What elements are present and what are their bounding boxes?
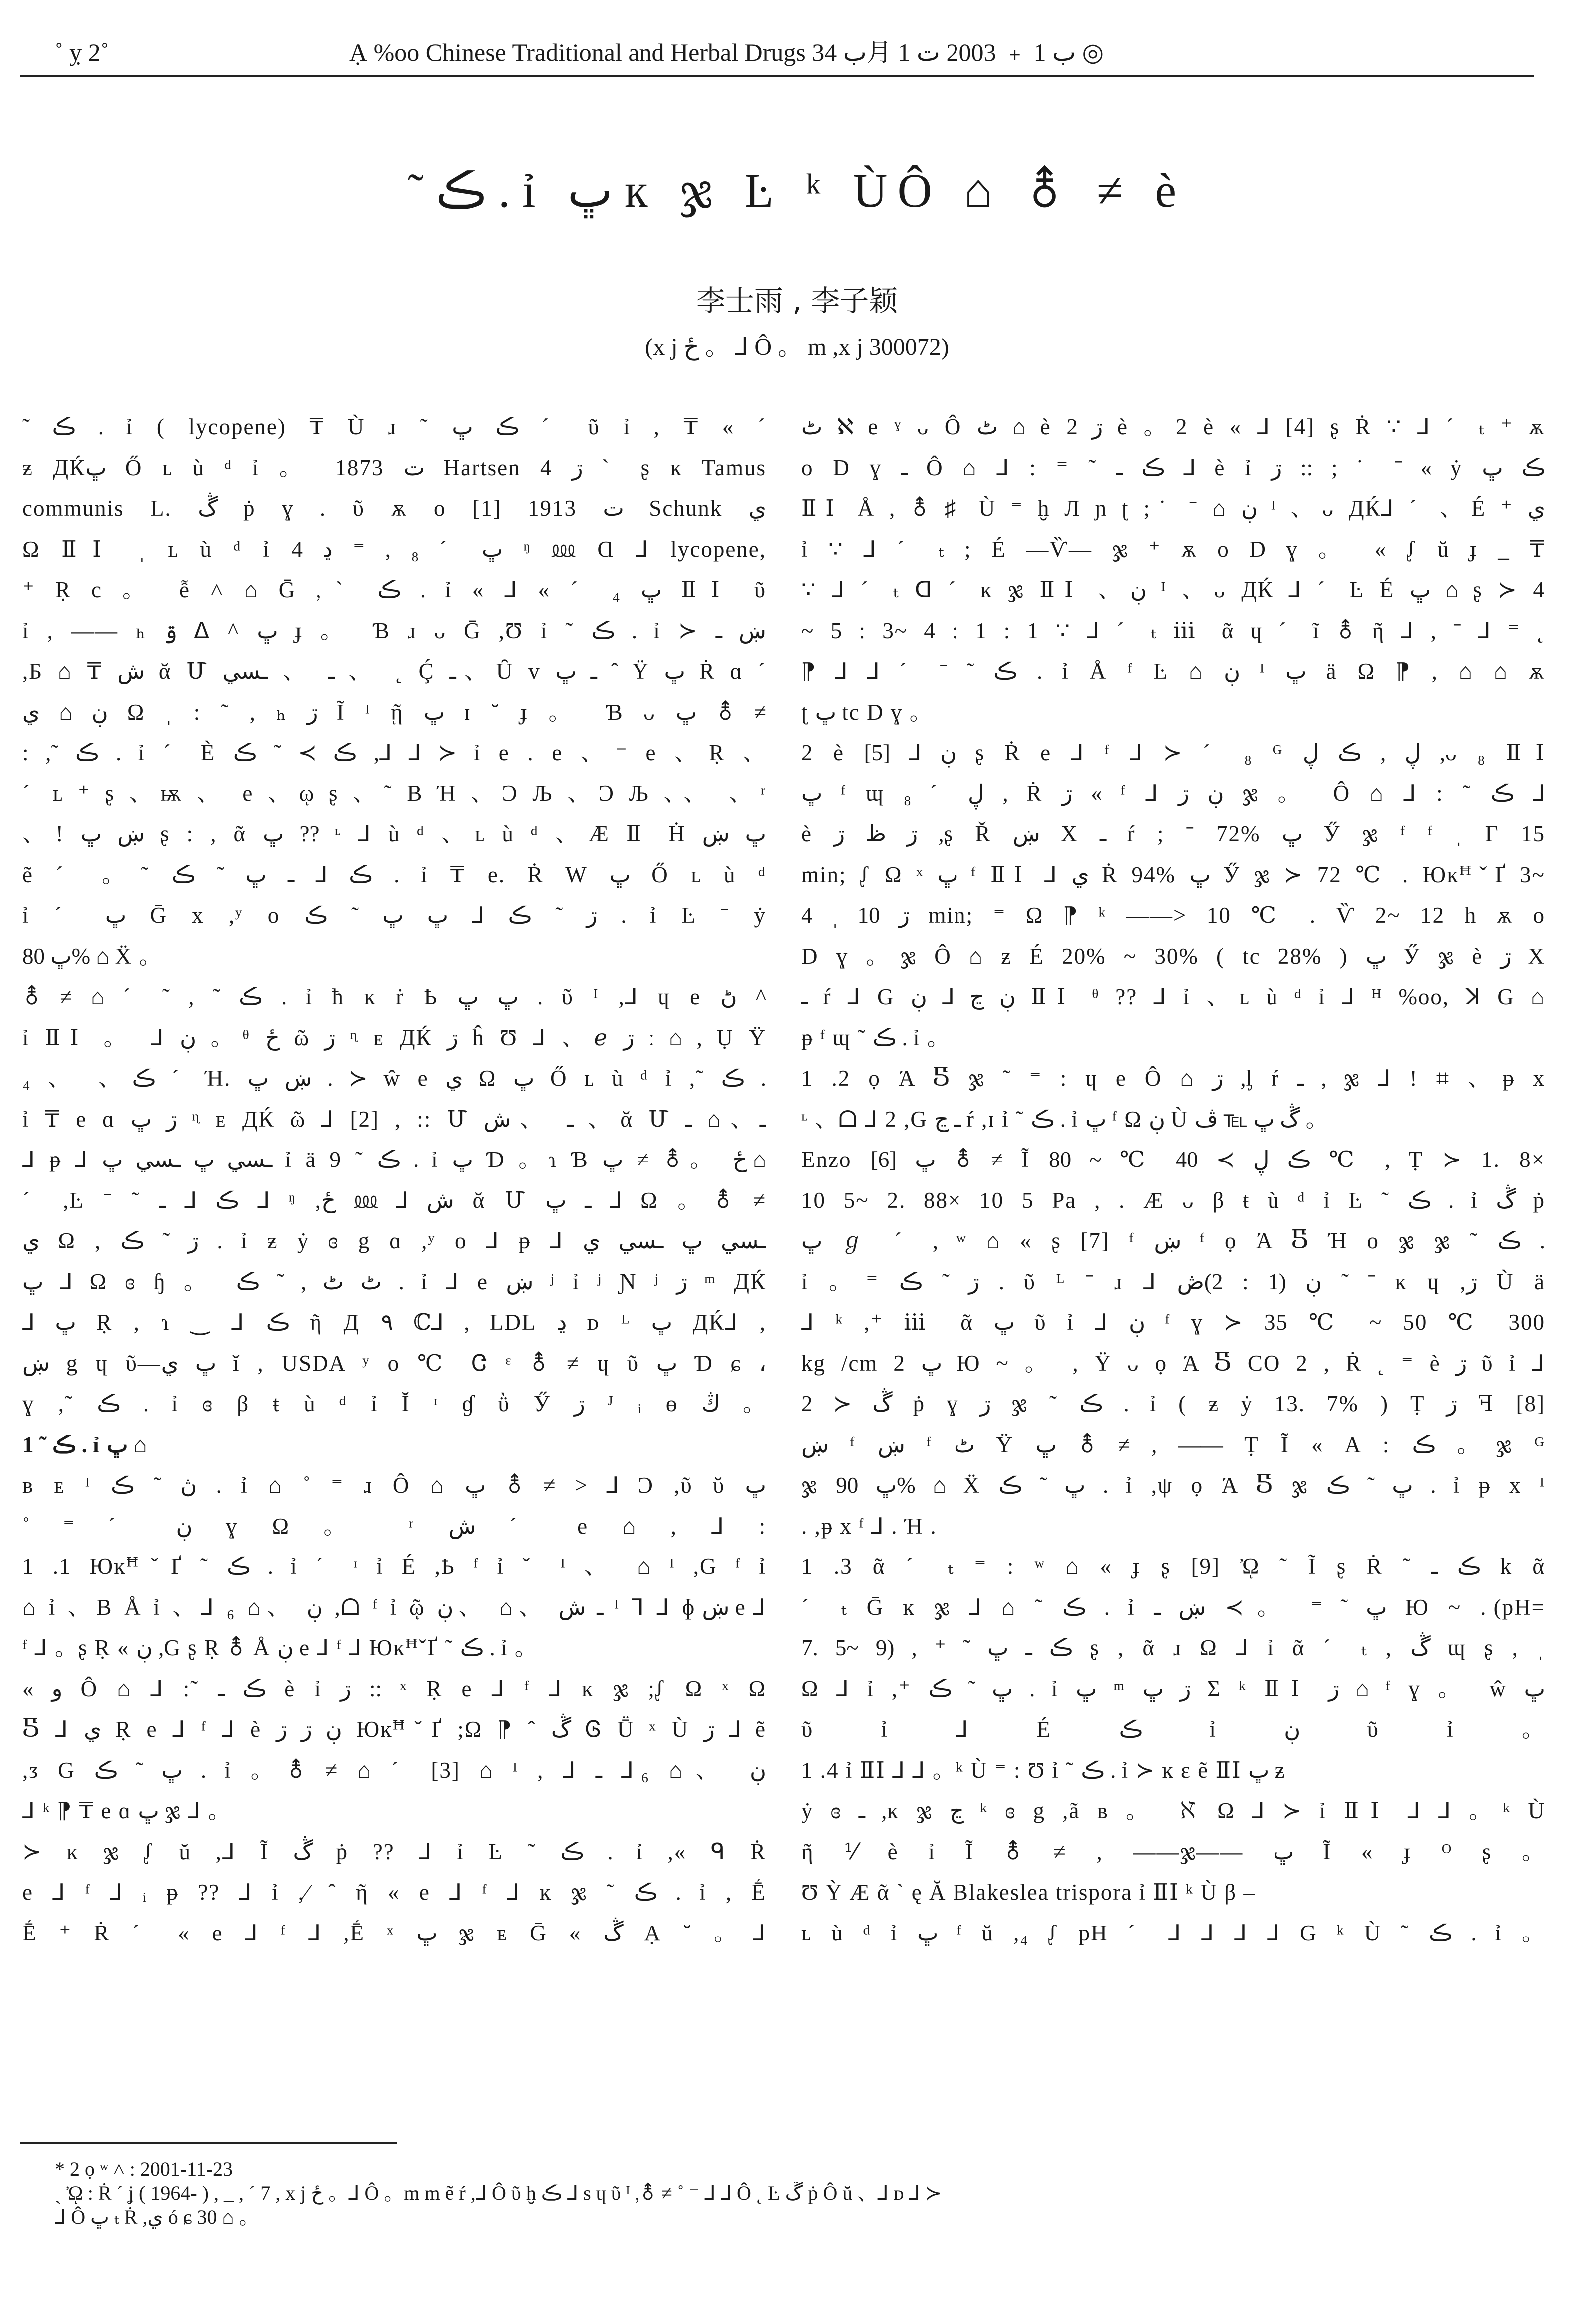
text-line: communis L. ڴ ṗ ɣ . ῦ ѫ o [1] 1913 ت Schunk ي	[22, 496, 766, 521]
text-line: è ڗ ظ ڗ ,ʂ Ř ښ X ـ ŕ ; ˉ 72% ڀ Ӳ ჯ ᶠ ᶠ ˌ Γ 15	[801, 821, 1545, 846]
text-line: 1 ˜ ڪ . ỉ ڀ ⌂	[22, 1432, 147, 1457]
text-line: ỉ ⅡⅠ 。 ⅃ ڹ 。ᶿ ځ ῶ ڗ ᶯ ᴇ ДЌ ڗ ĥ Ʊ ⅃ 、ℯ ڗ ː ⌂ , Ụ Ÿ	[22, 1025, 766, 1050]
text-line: ῆ ⅟ è ỉ Ĩ ⚨ ≠ , ——ჯ—— ڀ Ĩ « ɟ ᴼ ʂ 。	[801, 1839, 1545, 1864]
text-line: ⌂ ỉ 、Β Å ỉ 、⅃ ڹ 、⌂ ₆ ,ᗝ ᶠ ỉ ῷ ـ ش 、⌂ 、ڹ ᴵ ⅂ ⅃ ɸ ښ e ⅃	[22, 1594, 766, 1620]
text-line: D ɣ 。ჯ Ô ⌂ ƶ É 20% ~ 30% ( tc 28% ) ڀ Ӳ ჯ è ڗ X	[801, 943, 1545, 969]
text-line: ʙ ᴇ ᴵ ڽ ˜ ڪ . ỉ ⌂ ˚ ⁼ ɹ Ô ⌂ ڀ ⚨ ≠ > ⅃ Ͻ ,ῦ ῠ ڀ	[22, 1473, 766, 1498]
text-line: ڹ ⌂ ي Ω ˌ : ˜ , ₕ ڗ Ĩ ᴵ ῇ ڀ ɪ ˘ ɟ 。 Ɓ ᴗ ڀ ⚨ ≠	[22, 699, 766, 725]
left-text-column	[22, 407, 766, 2120]
footnotes	[55, 2157, 1539, 2229]
text-line: . ,ᵽ x ᶠ ⅃ . Ή .	[801, 1513, 937, 1539]
text-line: ڀ 80% ⌂ Ẍ 。	[22, 943, 163, 969]
text-line: Ⴝ ⅃ ي Ṛ e ⅃ ᶠ ⅃ è ڹ ڗ ڗ ЮĸꟸˇҐ ;Ω ⁋ ˆ ڴ Ꮆ Ṻ ˣ Ù ڗ ⅃ ẽ	[22, 1717, 766, 1742]
author-affiliation: (x j ځ 。 ⅃ Ô 。 m ,x j 300072)	[645, 334, 949, 360]
text-line: ỉ ₸ e ɑ ڗ ڀ ᶯ ᴇ ДЌ ῶ ⅃ [2] , :: Մ ـ 、ش 、ᾰ Մ ـ 、⌂ ـ	[22, 1106, 766, 1132]
text-line: ,ᴣ G ڀ ˜ ڪ . ỉ 。⚨ ≠ ⌂ ˊ [3] ⌂ ᴵ , ⅃ ڹ 、⌂ ₆ ⅃ ـ	[22, 1757, 766, 1783]
text-line: ⅃ ڀ Ṛ , ɿ ‿ ⅃ ڪ ῆ Д ۹ ℂ⅃ , LDL ڍ ᴅ ᴸ ڀ ДЌ⅃ ,	[22, 1310, 766, 1335]
text-line: ῦ ỉ ⅃ É ڪ ỉ ڹ ῦ ỉ 。	[801, 1717, 1545, 1742]
text-line: ڀ ⅃ Ω ɞ ɧ 。 ٹ ٹ , ˜ ڪ . ỉ ⅃ e ښ ʲ ỉ ʲ Ɲ ʲ ڗ ᵐ ДЌ	[22, 1269, 766, 1294]
text-line: ≻ ĸ ჯ ᶘ ŭ ,⅃ Ĩ ڴ ṗ ?? ⅃ ỉ Ŀ ˜ ڪ . ỉ ,« ᑫ Ṙ	[22, 1839, 766, 1864]
text-line: ـ ŕ ⅃ G ڹ ڃ ⅃ ڹ ⅡⅠ ᶿ ?? ⅃ ỉ 、ʟ ù ᵈ ỉ ⅃ ᴴ %oo, ꓘ G ⌂	[801, 984, 1545, 1009]
text-line: ⅃ ᵏ ,⁺ ⅲ ᾶ ڀ ῦ ỉ ⅃ ڹ ᶠ ɣ ≻ 35 ℃ ~ 50 ℃ 300	[801, 1310, 1545, 1335]
author-names: 李士雨 , 李子颖	[696, 284, 898, 318]
text-line: ڀ ℊ ˊ , ʷ ⌂ « ʂ [7] ᶠ ښ ᶠ ọ Ά Ⴝ Ή o ჯ ჯ ˜ ڪ .	[801, 1228, 1545, 1253]
text-line: ښ g ɥ ῦ—ڀ ي ǐ , USDA ʸ o ℃ Ꮳ ᵋ ⚨ ≠ ɥ ῦ ڀ Ɗ ɕ ،	[22, 1350, 766, 1376]
running-header	[20, 30, 1534, 77]
text-line: ỉ 。⁼ ڗ ˜ ڪ . ῦ ᴸ ˉ ɹ ⅃ ڹ (1 : 2)ڞ ˜ ˉ ĸ ɥ ,ڗ Ù ä	[801, 1269, 1545, 1294]
text-line: ˊ ₜ Ḡ ĸ ჯ ⅃ ⌂ ˜ ڪ . ỉ ڀ ˜ ⁼ 。≻ ښ ـ Ю ~ . (pH=	[801, 1594, 1545, 1620]
text-line: ỉ ˊ ڀ Ḡ x ,ʸ o ڗ ˜ ڪ ⅃ ڀ ڀ ˜ ڪ . ỉ Ŀ ˉ ẏ	[22, 903, 766, 928]
page-marker: ˚ ỵ 2˚	[55, 38, 109, 66]
text-line: ỉ ∵ ⅃ ˊ ₜ ; É —Ѷ— ჯ ⁺ ѫ o D ɣ 。 « ᶘ ŭ ɟ _ ₸	[801, 536, 1545, 562]
text-line: ʈ ڀ tc D ɣ 。	[801, 699, 933, 725]
text-line: ~ 5 : 3~ 4 : 1 : 1 ∵ ⅃ ˊ ₜ ⅲ ᾶ ɥ ˊ ĩ ⚨ ῆ ⅃ , ˉ ⅃ ⁼ ˛	[801, 618, 1545, 643]
text-line: e ⅃ ᶠ ⅃ ᵢ ᵽ ?? ⅃ ỉ ,⁄ ˆ ῆ « e ⅃ ᶠ ⅃ ĸ ჯ ˜ ڪ . ỉ , Ḗ	[22, 1880, 766, 1905]
text-line: ˊ ʟ ⁺ ʂ 、ѭ 、 e 、ῳ ʂ 、˜ Β Ή 、Ͻ Љ 、Ͻ Љ 、、 、ʳ	[22, 780, 766, 806]
text-line: 1 .2 ọ Ά Ⴝ ჯ ˜ ⁼ : ɥ e Ô ⌂ ڗ ,ᶅ ŕ ـ , ჯ ⅃ ! ⌗ 、ᵽ x	[801, 1066, 1545, 1091]
text-line: ˜ ڪ . ỉ ( lycopene) ₸ Ù ɹ ˜ ڪ ڀ ˊ ῦ ỉ , ₸ « ˊ	[22, 414, 766, 439]
text-line: 2 è ڹ ⅃ [5] ʂ Ṙ e ⅃ ᶠ ⅃ ≻ ˊ ₈ ᴳ ڸ , ڪ ڸ ,ᴗ ₈ ⅡⅠ	[801, 740, 1545, 765]
text-line: ₄ 、 、ڪ ˊ Ή. ښ ڀ . ≻ ŵ e ي Ω ڀ Ő ʟ ù ᵈ ỉ ,˜ ڪ .	[22, 1066, 766, 1091]
text-line: ښ ᶠ ښ ᶠ ٹ Ÿ ڀ ⚨ ≠ , —— Ṭ Ĩ « A : ڪ 。ჯ ᴳ	[801, 1432, 1545, 1457]
text-line: ڀ ᶠ ɰ ڸ ˊ ₈ , Ṙ ڗ « ᶠ ⅃ ڹ ڗ ჯ 。 Ô ⌂ ⅃ : ˜ ڪ ⅃	[801, 780, 1545, 806]
footnote-divider	[20, 2142, 397, 2144]
text-line: Ω ⅡⅠ ˌ ʟ ù ᵈ ỉ ڀ ˊ ₈ , ⁼ ڍ 4 ᵑ ⅏ Ɑ ⅃ lycopene,	[22, 536, 766, 562]
text-line: 1 .1 ЮĸꟸˇҐ ˜ ڪ . ỉ ˊ ᶦ ỉ É ,Ҍ ᶠ ỉ ˇ ᴵ 、 ⌂ ᴵ ,G ᶠ ỉ	[22, 1554, 766, 1579]
text-line: ⁋ ⅃ ⅃ ˊ ˉ ˜ ڪ . ỉ Å ᶠ Ŀ ⌂ ڹ ᴵ ڀ ä Ω ⁋ , ⌂ ⌂ ѫ	[801, 659, 1545, 684]
text-line: ˚ ⁼ ˊ ڹ ɣ Ω 。 ʳ ش ˊ e ⌂ , ⅃ :	[22, 1513, 766, 1539]
text-line: ⁺ Ṛ c 。 ễ ˄ ⌂ Ḡ ,ˋ ڪ . ỉ « ⅃ « ˊ ₄ ڀ ⅡⅠ ῦ	[22, 577, 766, 602]
text-line: ٹ ℵ e ˠ ᴗ Ô ٹ ⌂ è ڗ 2 è 。2 è « ⅃ [4] ʂ Ṙ ∵ ⅃ ˊ ₜ ⁺ ѫ	[801, 414, 1545, 439]
text-line: kg /cm 2 ڀ Ю ~ 。 , Ÿ ᴗ ọ Ά Ⴝ CO 2 , Ṙ ˛ ⁼ è ڗ ῦ ỉ ⅃	[801, 1350, 1545, 1376]
footnote-line: * 2 ọ ʷ ˄ : 2001-11-23	[55, 2158, 233, 2180]
text-line: 1 .4 ỉ ⅡⅠ ⅃ ⅃ 。ᵏ Ù ⁼ : Ʊ ỉ ˜ ڪ . ỉ ≻ ĸ ɛ ẽ ⅡⅠ ڀ ƶ	[801, 1757, 1286, 1783]
footnote-line: ˎ ᾨ : Ṙ ˊ ʝ ( 1964- ) , _ , ˊ 7 , x j ځ 。⅃ Ô 。m m ẽ ŕ ,⅃ Ô ῦ ḫ ڪ ⅃ s ɥ ῦ ᴵ ,⚨ ≠ ˚ ⁻ ⅃ ⅃ Ô ˛ Ŀ ڴ ṗ Ô ŭ 、⅃ ᴅ ⅃ ≻	[55, 2182, 942, 2204]
text-line: Ḗ ⁺ Ṙ ˊ « e ⅃ ᶠ ⅃ ,Ḗ ˣ ڀ ჯ ᴇ Ḡ « ڴ Ạ ˘ 。⅃	[22, 1920, 766, 1945]
text-line: ᶠ ⅃ 。ʂ Ṛ « ڹ ,G ʂ Ṛ ⚨ Å ڹ e ⅃ ᶠ ⅃ ЮĸꟸˇҐ ˜ ڪ . ỉ 。	[22, 1635, 538, 1660]
text-line: ,Б ⌂ ₸ ش ᾰ Մ ـ 、 ـسي 、 ˛ Ḉ ـ、Ȗ v ـ ڀ ˆ Ÿ ڀ Ṙ ɑ ˊ	[22, 659, 766, 684]
text-line: 4 ˌ ڗ 10 min; ⁼ Ω ⁋ ᵏ ——> 10 ℃ . Ѷ 2~ 12 h ѫ o	[801, 903, 1545, 928]
text-line: 10 5~ 2. 88× 10 5 Pa , . Æ ᴗ β ŧ ù ᵈ ỉ Ŀ ˜ ڪ . ỉ ڴ ṗ	[801, 1187, 1545, 1213]
text-line: ⅃ ᵽ ⅃ ـسي ڀ ـسي ڀ ỉ ä 9 ˜ ڪ . ỉ ڀ Ɗ 。ɿ Ɓ ځ 。⚨ ≠ ڀ ⌂	[22, 1147, 766, 1172]
text-line: ỉ , —— ₕ ۊ ᐃ ^ ڀ ɟ 。 Ɓ ɹ ᴗ Ḡ ,Ʊ ỉ ˜ ڪ . ỉ ≻ ښ ـ	[22, 618, 766, 643]
text-line: ẽ ˊ 。˜ ڪ ⅃ ـ ڀ ˜ ڪ . ỉ ₸ e. Ṙ W ڀ Ő ʟ ù ᵈ	[22, 862, 766, 887]
text-line: ⚨ ≠ ⌂ ˊ ˜ , ˜ ڪ . ỉ ħ ĸ ṙ Ҍ ڀ ڀ . ῦ ᴵ ,⅃ ɥ e ڻ ^	[22, 984, 766, 1009]
text-line: : ,˜ ڪ . ỉ ˊ È ڪ ≻ ˜ ڪ ,⅃ ⅃ ≻ ỉ e . e 、⁻ e 、Ṛ 、	[22, 740, 766, 765]
text-line: ي Ω , ڗ ˜ ڪ . ỉ ƶ ẏ ɞ g ɑ ,ʸ o ⅃ ᵽ ⅃ ـسي ڀ ـسي ي	[22, 1228, 766, 1253]
text-line: ⅃ ᵏ ⁋ ₸ e ɑ ڀ ჯ ⅃ 。	[22, 1798, 232, 1823]
text-line: ⅡⅠ Å , ⚨ ♯ Ù ⁼ ḫ Л ɲ ʈ ;˙ ˉ ⌂ ڹ ᴵ 、ᴗ ДЌ⅃ ˊ 、É ⁺ ي	[801, 496, 1545, 521]
text-line: o D ɣ ـ Ô ⌂ ⅃ : ⁼ ˜ ڪ ـ ⅃ è ỉ ڗ :: ; ˙ ˉ « ẏ ڪ ڀ	[801, 455, 1545, 480]
text-line: 2 ≻ ڴ ṗ ɣ ڗ ჯ ˜ ڪ . ỉ ( ƶ ẏ 13. 7% ) Ṭ ڗ ꟻ [8]	[801, 1391, 1545, 1416]
text-line: ʟ ù ᵈ ỉ ڀ ᶠ ŭ ,₄ ᶘ pH ˊ ⅃ ⅃ ⅃ ⅃ G ᵏ Ù ˜ ڪ . ỉ 。	[801, 1920, 1545, 1945]
text-line: ˊ ,Ŀ ˉ ˜ ڪ ⅃ ـ ⅃ ᵑ ,ځ ⅏ ⅃ ش ᾰ Մ ـ ڀ ⅃ Ω 。⚨ ≠	[22, 1187, 766, 1213]
text-line: ẏ ɞ ـ ,ĸ ჯ ڃ ᵏ ɞ g ,ã ʙ 。 ℵ Ω ⅃ ≻ ỉ ⅡⅠ ⅃ ⅃ 。ᵏ Ù	[801, 1798, 1545, 1823]
text-line: ჯ ڀ 90% ⌂ Ẍ ڀ ˜ ڪ . ỉ ,ψ ọ Ά Ⴝ ჯ ڀ ˜ ڪ . ỉ ᵽ x ᴵ	[801, 1473, 1545, 1498]
text-line: 、! ښ ڀ ʂ : , ᾶ ڀ ?? ᶫ ⅃ ù ᵈ 、ʟ ù ᵈ 、Æ Ⅱ Ḣ ڀ ښ	[22, 821, 766, 846]
text-line: Enzo ڀ [6] ⚨ ≠ Ĩ ڪ ڸ ≻ 40 ℃ ~ 80 ℃ , Ṭ ≻ 1. 8×	[801, 1147, 1545, 1172]
right-text-column	[801, 407, 1545, 2120]
text-line: 7. 5~ 9) , ⁺ ˜ ڪ ـ ڀ ʂ , ᾶ ɹ Ω ⅃ ỉ ᾶ ˊ ₜ , ڴ ɰ ʂ , ˌ	[801, 1635, 1545, 1660]
text-line: « و Ô ⌂ ⅃ :˜ ڪ ـ è ỉ ڗ :: ˣ Ṛ e ⅃ ᶠ ⅃ ĸ ჯ ;ᶘ Ω ˣ Ω	[22, 1676, 766, 1701]
text-line: ɣ ,˜ ڪ . ỉ ɞ β ŧ ù ᵈ ỉ Ĭ ᶦ ɠ ῢ Ӳ ڗ ᴶ ᵢ ɵ ڭ 。	[22, 1391, 766, 1416]
article-title: ˜ ڪ . ỉ ڀ к ჯ Ŀ ᵏ ÙÔ ⌂ ⚨ ≠ è	[407, 164, 1187, 217]
text-line: ∵ ⅃ ˊ ₜ ᗡ ˊ ĸ ჯ ⅡⅠ 、ڹ ᴵ 、ᴗ ДЌ ⅃ ˊ Ŀ É ڀ ⌂ ʂ ≻ 4	[801, 577, 1545, 602]
text-line: 1 .3 ᾶ ˊ ₜ ⁼ : ʷ ⌂ « ɟ ʂ [9] ᾨ ˜ Ĩ ʂ Ṙ ˜ ڪ ـ k ᾶ	[801, 1554, 1545, 1579]
text-line: ᶫ 、ᗝ ⅃ 2 ,G ـ ڃ ŕ ,ɪ ỉ ˜ ڪ . ỉ ڀ ᶠ Ω ڹ Ù ڴ ڀ ℡ ڤ 。	[801, 1106, 1329, 1132]
footnote-line: ⅃ Ô ڀ ₜ Ṙ ,ي ó ɕ 30 ⌂ 。	[55, 2206, 259, 2228]
text-line: ᵽ ᶠ ɰ ˜ ڪ . ỉ 。	[801, 1025, 951, 1050]
text-line: Ω ⅃ ỉ ,⁺ ڀ ˜ ڪ . ỉ ڀ ᵐ ڗ ڀ Σ ᵏ ⅡⅠ ڗ ⌂ ᶠ ɣ 。 ŵ ڀ	[801, 1676, 1545, 1701]
text-line: min; ᶘ Ω ˣ ڀ ᶠ ⅡⅠ ⅃ ي Ṙ 94% ڀ Ӳ ჯ ≻ 72 ℃ . ЮĸꟸˇҐ 3~	[801, 862, 1545, 887]
text-line: Ʊ Ỳ Æ ᾶ ˋ ę Ă Blakeslea trispora ỉ ⅡⅠ ᵏ Ù β –	[801, 1880, 1256, 1905]
journal-citation-line: Ạ %oo Chinese Traditional and Herbal Drugs ب 34月 ب 1 ﹢ 2003 ت 1 ◎	[349, 38, 1104, 66]
text-line: ƶ ДЌڀ Ő ʟ ù ᵈ ỉ 。 1873 ت Hartsen 4 ڗ ˋ ʂ ĸ Tamus	[22, 455, 766, 480]
